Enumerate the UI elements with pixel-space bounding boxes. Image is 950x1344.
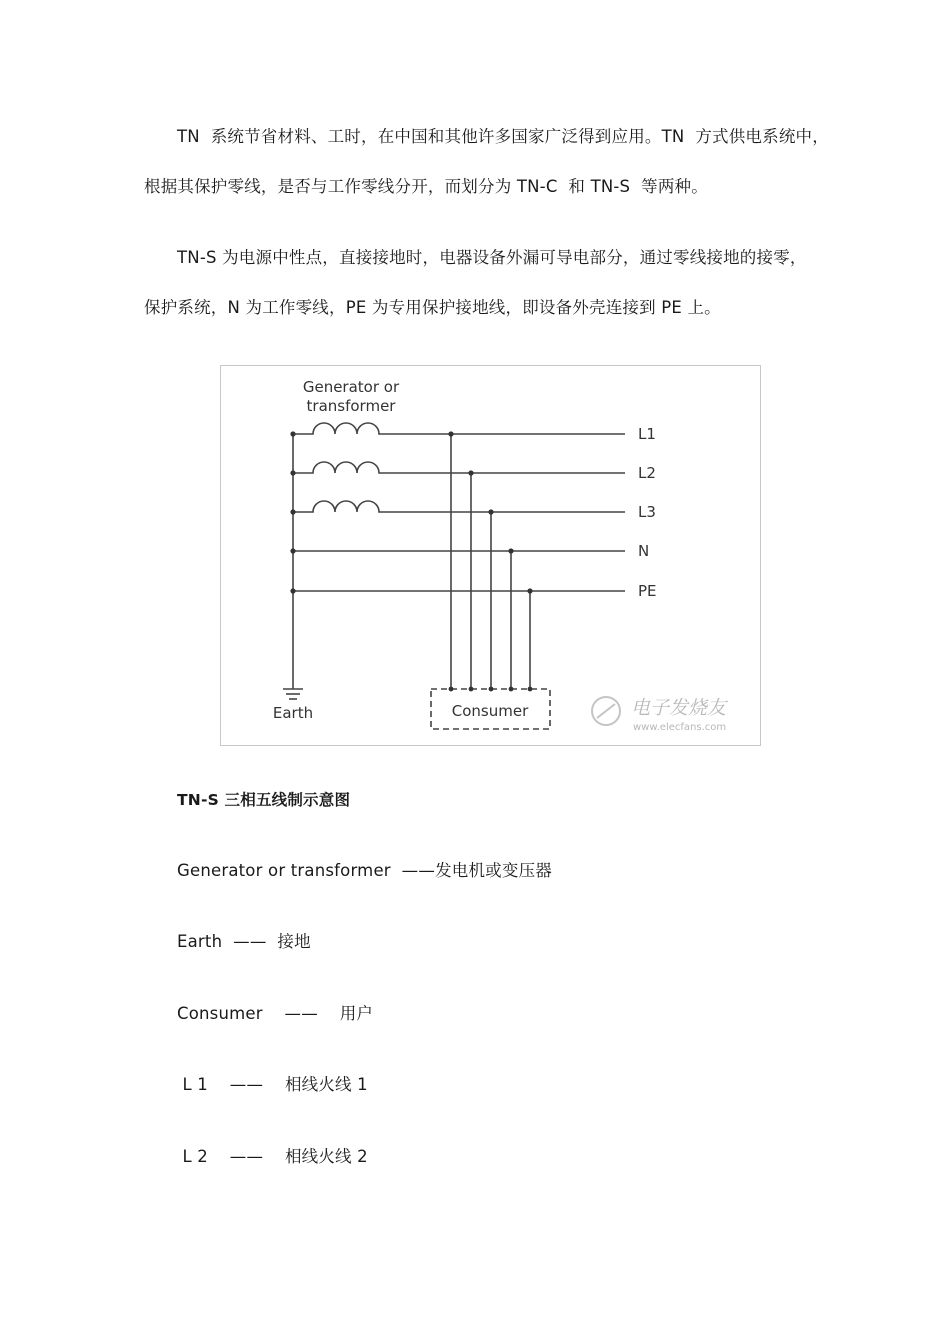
- junction-dot: [290, 548, 295, 553]
- label-l3: L3: [638, 503, 656, 521]
- label-n: N: [638, 542, 650, 560]
- earth-label: Earth: [272, 704, 314, 722]
- junction-dot: [527, 588, 532, 593]
- paragraph-1-line-2: 根据其保护零线，是否与工作零线分开，而划分为 TN-C 和 TN-S 等两种。: [144, 177, 708, 196]
- junction-dot: [488, 509, 493, 514]
- watermark-logo-stroke: [597, 704, 615, 718]
- junction-dot: [448, 431, 453, 436]
- junction-dot: [469, 687, 474, 692]
- coil-l2: [293, 462, 386, 473]
- glossary-item-l2: L 2 —— 相线火线 2: [177, 1147, 368, 1166]
- junction-dot: [508, 548, 513, 553]
- watermark-url: www.elecfans.com: [633, 722, 727, 733]
- source-label-line-2: transformer: [306, 397, 396, 415]
- coil-l1: [293, 423, 386, 434]
- glossary-item-l1: L 1 —— 相线火线 1: [177, 1075, 368, 1094]
- glossary-item-consumer: Consumer —— 用户: [177, 1004, 374, 1023]
- label-pe: PE: [638, 582, 657, 600]
- coil-l3: [293, 501, 386, 512]
- paragraph-2-line-2: 保护系统，N 为工作零线，PE 为专用保护接地线，即设备外壳连接到 PE 上。: [144, 298, 721, 317]
- consumer-label: Consumer: [451, 702, 529, 720]
- junction-dot: [528, 687, 533, 692]
- paragraph-1-line-1: TN 系统节省材料、工时，在中国和其他许多国家广泛得到应用。TN 方式供电系统中，: [177, 127, 829, 146]
- junction-dot: [290, 470, 295, 475]
- junction-dot: [290, 431, 295, 436]
- elecfans-watermark: [592, 697, 729, 733]
- paragraph-2-line-1: TN-S 为电源中性点，直接接地时，电器设备外漏可导电部分，通过零线接地的接零，: [177, 248, 807, 267]
- figure-caption: TN-S 三相五线制示意图: [177, 791, 351, 809]
- glossary-item-earth: Earth —— 接地: [177, 932, 311, 951]
- junction-dot: [290, 588, 295, 593]
- junction-dot: [449, 687, 454, 692]
- tn-s-diagram-svg: [221, 366, 762, 747]
- label-l2: L2: [638, 464, 656, 482]
- junction-dot: [509, 687, 514, 692]
- tn-s-diagram: [220, 365, 761, 746]
- watermark-text: 电子发烧友: [631, 697, 727, 719]
- junction-dot: [489, 687, 494, 692]
- label-l1: L1: [638, 425, 656, 443]
- source-label-line-1: Generator or: [302, 378, 400, 396]
- junction-dot: [468, 470, 473, 475]
- junction-dot: [290, 509, 295, 514]
- glossary-item-generator: Generator or transformer ——发电机或变压器: [177, 861, 552, 880]
